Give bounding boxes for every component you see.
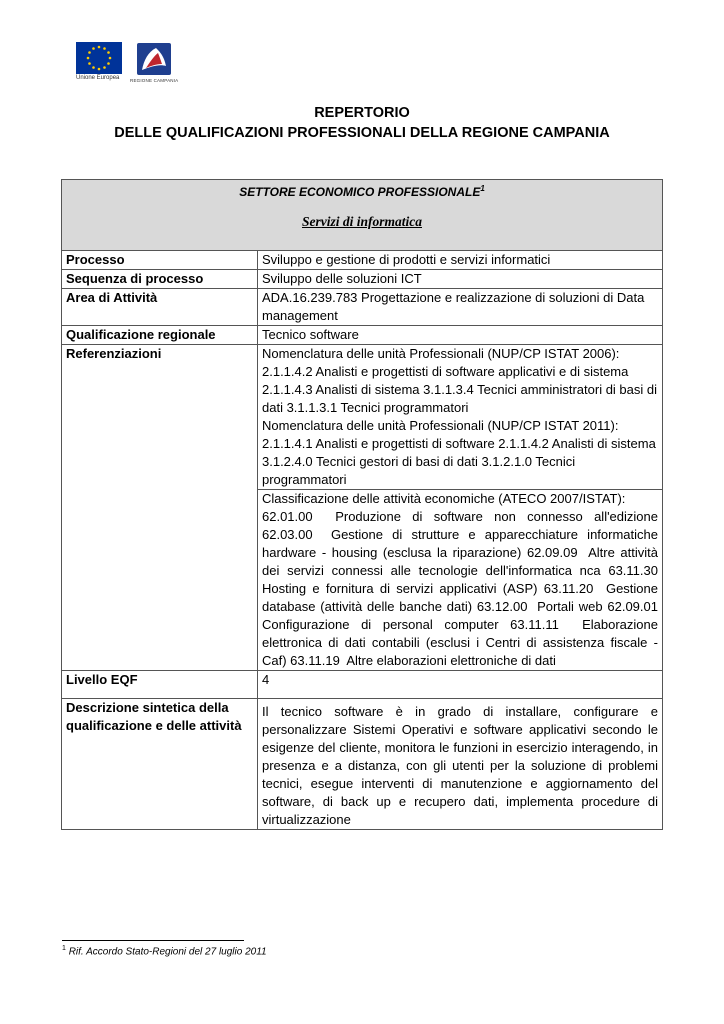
table-row <box>62 345 663 490</box>
referenziazioni-nup-cell <box>258 345 663 490</box>
ateco-body: 62.01.00 Produzione di software non connesso all'edizione 62.03.00 Gestione di strutture e apparecchiature informatiche hardware - housing (esclusa la riparazione) 62.09.09 Altre attività dei servizi connessi alle tecnologie dell'informatica nca 63.11.30 Hosting e fornitura di servizi applicativi (ASP) 63.11.20 Gestione database (attività delle banche dati) 63.12.00 Portali web 62.09.01 Configurazione di personal computer 63.11.11 Elaborazione elettronica di dati contabili (esclusi i Centri di assistenza fiscale - Caf) 63.11.19 Altre elaborazioni elettroniche di dati <box>262 509 666 668</box>
descrizione-label: Descrizione sintetica della qualificazione e delle attività <box>62 699 258 830</box>
table-row <box>62 326 663 345</box>
sequenza-value: Sviluppo delle soluzioni ICT <box>258 270 663 289</box>
area-label: Area di Attività <box>62 289 258 326</box>
ateco-title: Classificazione delle attività economiche (ATECO 2007/ISTAT): <box>262 491 626 506</box>
footnote-text: Rif. Accordo Stato-Regioni del 27 luglio 2011 <box>68 946 267 958</box>
eu-label: Unione Europea <box>76 75 120 81</box>
table-row <box>62 699 663 830</box>
footnote-ref: 1 <box>480 184 485 193</box>
eqf-value: 4 <box>258 671 663 699</box>
qualification-table <box>61 179 666 830</box>
page-title-line2: DELLE QUALIFICAZIONI PROFESSIONALI DELLA REGIONE CAMPANIA <box>114 125 610 141</box>
sector-label: SETTORE ECONOMICO PROFESSIONALE$^1$ <box>239 184 485 199</box>
referenziazioni-label: Referenziazioni <box>62 345 258 671</box>
table-row <box>62 270 663 289</box>
eqf-label: Livello EQF <box>62 671 258 699</box>
page-title-line1: REPERTORIO <box>314 105 410 121</box>
nup-2006: Nomenclatura delle unità Professionali (NUP/CP ISTAT 2006): 2.1.1.4.2 Analisti e progettisti di software applicativi e di sistema 2.1.1.4.3 Analisti di sistema 3.1.1.3.4 Tecnici amministratori di basi di dati 3.1.1.3.1 Tecnici programmatori <box>262 346 658 415</box>
descrizione-value: Il tecnico software è in grado di installare, configurare e personalizzare Sistemi Operativi e software applicativi secondo le esigenze del cliente, monitora le funzioni in esercizio interagendo, in presenza e a distanza, con gli utenti per la soluzione di problemi tecnici, esegue interventi di manutenzione e aggiornamento del software, di back up e recupero dati, implementa procedure di virtualizzazione <box>258 699 663 830</box>
table-row <box>62 251 663 270</box>
referenziazioni-ateco-cell <box>258 490 666 671</box>
header-logos <box>76 42 186 88</box>
footnote-divider <box>62 940 244 941</box>
qualificazione-label: Qualificazione regionale <box>62 326 258 345</box>
regione-campania-logo-icon <box>134 42 174 76</box>
area-value: ADA.16.239.783 Progettazione e realizzazione di soluzioni di Data management <box>258 289 663 326</box>
processo-label: Processo <box>62 251 258 270</box>
footnote-number: 1 <box>62 945 66 952</box>
region-label: REGIONE CAMPANIA <box>130 78 179 83</box>
table-row <box>62 289 663 326</box>
table-row <box>62 671 663 699</box>
eu-flag-icon <box>76 42 122 74</box>
sector-value: Servizi di informatica <box>301 214 422 229</box>
sector-header-row <box>62 180 663 251</box>
sequenza-label: Sequenza di processo <box>62 270 258 289</box>
processo-value: Sviluppo e gestione di prodotti e servizi informatici <box>258 251 663 270</box>
sector-header-cell <box>62 180 663 251</box>
footnote <box>62 945 267 957</box>
nup-2011: Nomenclatura delle unità Professionali (NUP/CP ISTAT 2011): 2.1.1.4.1 Analisti e progettisti di software 2.1.1.4.2 Analisti di sistema 3.1.2.4.0 Tecnici gestori di basi di dati 3.1.2.1.0 Tecnici programmatori <box>262 418 656 487</box>
qualificazione-value: Tecnico software <box>258 326 663 345</box>
